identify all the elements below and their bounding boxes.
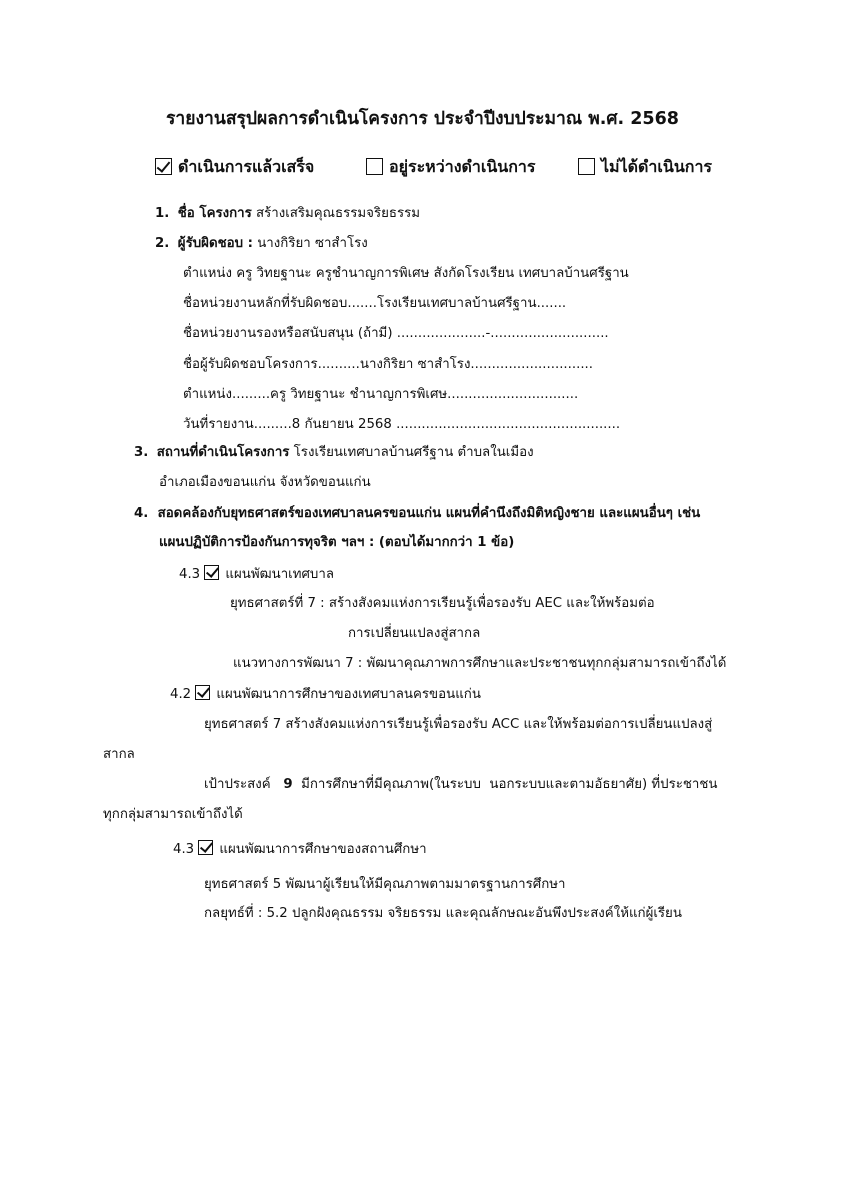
plan-c-tactic: กลยุทธ์ที่ : 5.2 ปลูกฝังคุณธรรม จริยธรรม และคุณลักษณะอันพึงประสงค์ให้แก่ผู้เรียน [204, 906, 682, 921]
responsible-position-line: ตำแหน่ง.........ครู วิทยฐานะ ชำนาญการพิเศษ............................... [183, 387, 579, 402]
project-name: สร้างเสริมคุณธรรมจริยธรรม [256, 206, 421, 221]
plan-number: 4.3 [179, 567, 201, 582]
plan-number: 4.3 [173, 842, 195, 857]
plan-b-strategy-cont: สากล [103, 747, 135, 762]
item-label: ผู้รับผิดชอบ : [177, 236, 253, 251]
plan-a-strategy: ยุทธศาสตร์ที่ 7 : สร้างสังคมแห่งการเรียนรู้เพื่อรองรับ AEC และให้พร้อมต่อ [230, 596, 655, 611]
item-label: ชื่อ โครงการ [177, 206, 252, 221]
item-label: สถานที่ดำเนินโครงการ [156, 445, 290, 460]
status-not-done-label: ไม่ได้ดำเนินการ [601, 157, 713, 176]
plan-b-goal-cont: ทุกกลุ่มสามารถเข้าถึงได้ [103, 807, 243, 822]
page-title: รายงานสรุปผลการดำเนินโครงการ ประจำปีงบประมาณ พ.ศ. 2568 [166, 109, 679, 129]
empty-box-icon [366, 158, 383, 175]
location-line-2: อำเภอเมืองขอนแก่น จังหวัดขอนแก่น [159, 475, 371, 490]
report-date-line: วันที่รายงาน.........8 กันยายน 2568 ..................................................... [183, 417, 621, 432]
plan-label: แผนพัฒนาการศึกษาของเทศบาลนครขอนแก่น [216, 687, 481, 702]
goal-text: มีการศึกษาที่มีคุณภาพ(ในระบบ นอกระบบและตามอัธยาศัย) ที่ประชาชน [292, 777, 718, 792]
checked-box-icon [155, 158, 172, 175]
plan-c [173, 840, 427, 859]
status-done [155, 156, 314, 178]
plan-a-strategy-cont: การเปลี่ยนแปลงสู่สากล [348, 626, 481, 641]
plan-b-goal [204, 776, 718, 794]
item-number: 3. [134, 445, 149, 460]
position-line: ตำแหน่ง ครู วิทยฐานะ ครูชำนาญการพิเศษ สังกัดโรงเรียน เทศบาลบ้านศรีฐาน [183, 266, 629, 281]
status-in-progress-label: อยู่ระหว่างดำเนินการ [389, 157, 536, 176]
checked-box-icon [204, 565, 219, 580]
plan-a-guideline: แนวทางการพัฒนา 7 : พัฒนาคุณภาพการศึกษาและประชาชนทุกกลุ่มสามารถเข้าถึงได้ [233, 656, 727, 671]
item-number: 4. [134, 506, 149, 521]
plan-c-strategy: ยุทธศาสตร์ 5 พัฒนาผู้เรียนให้มีคุณภาพตามมาตรฐานการศึกษา [204, 877, 566, 892]
checked-box-icon [195, 685, 210, 700]
item-4 [134, 505, 700, 523]
main-unit-line: ชื่อหน่วยงานหลักที่รับผิดชอบ.......โรงเรียนเทศบาลบ้านศรีฐาน....... [183, 296, 567, 311]
item-number: 1. [155, 206, 170, 221]
item-4-line-2: แผนปฏิบัติการป้องกันการทุจริต ฯลฯ : (ตอบได้มากกว่า 1 ข้อ) [159, 535, 515, 550]
plan-a [179, 565, 334, 584]
responsible-line: ชื่อผู้รับผิดชอบโครงการ..........นางกิริยา ซาสำโรง............................. [183, 357, 594, 372]
empty-box-icon [578, 158, 595, 175]
goal-label: เป้าประสงค์ [204, 777, 284, 792]
plan-b [170, 685, 481, 704]
item-2 [155, 235, 368, 253]
status-done-label: ดำเนินการแล้วเสร็จ [178, 157, 315, 176]
plan-number: 4.2 [170, 687, 192, 702]
plan-label: แผนพัฒนาการศึกษาของสถานศึกษา [219, 842, 427, 857]
item-3 [134, 444, 534, 462]
support-unit-line: ชื่อหน่วยงานรองหรือสนับสนุน (ถ้ามี) .....................-............................ [183, 326, 609, 341]
responsible-person: นางกิริยา ซาสำโรง [257, 236, 368, 251]
location: โรงเรียนเทศบาลบ้านศรีฐาน ตำบลในเมือง [289, 445, 534, 460]
item-number: 2. [155, 236, 170, 251]
item-label: สอดคล้องกับยุทธศาสตร์ของเทศบาลนครขอนแก่น แผนที่คำนึงถึงมิติหญิงชาย และแผนอื่นๆ เช่น [157, 506, 701, 521]
item-1 [155, 205, 420, 223]
checked-box-icon [198, 840, 213, 855]
status-not-done [578, 156, 712, 178]
plan-b-strategy: ยุทธศาสตร์ 7 สร้างสังคมแห่งการเรียนรู้เพื่อรองรับ ACC และให้พร้อมต่อการเปลี่ยนแปลงสู่ [204, 717, 713, 732]
goal-number: 9 [283, 777, 293, 792]
status-in-progress [366, 156, 535, 178]
plan-label: แผนพัฒนาเทศบาล [225, 567, 334, 582]
